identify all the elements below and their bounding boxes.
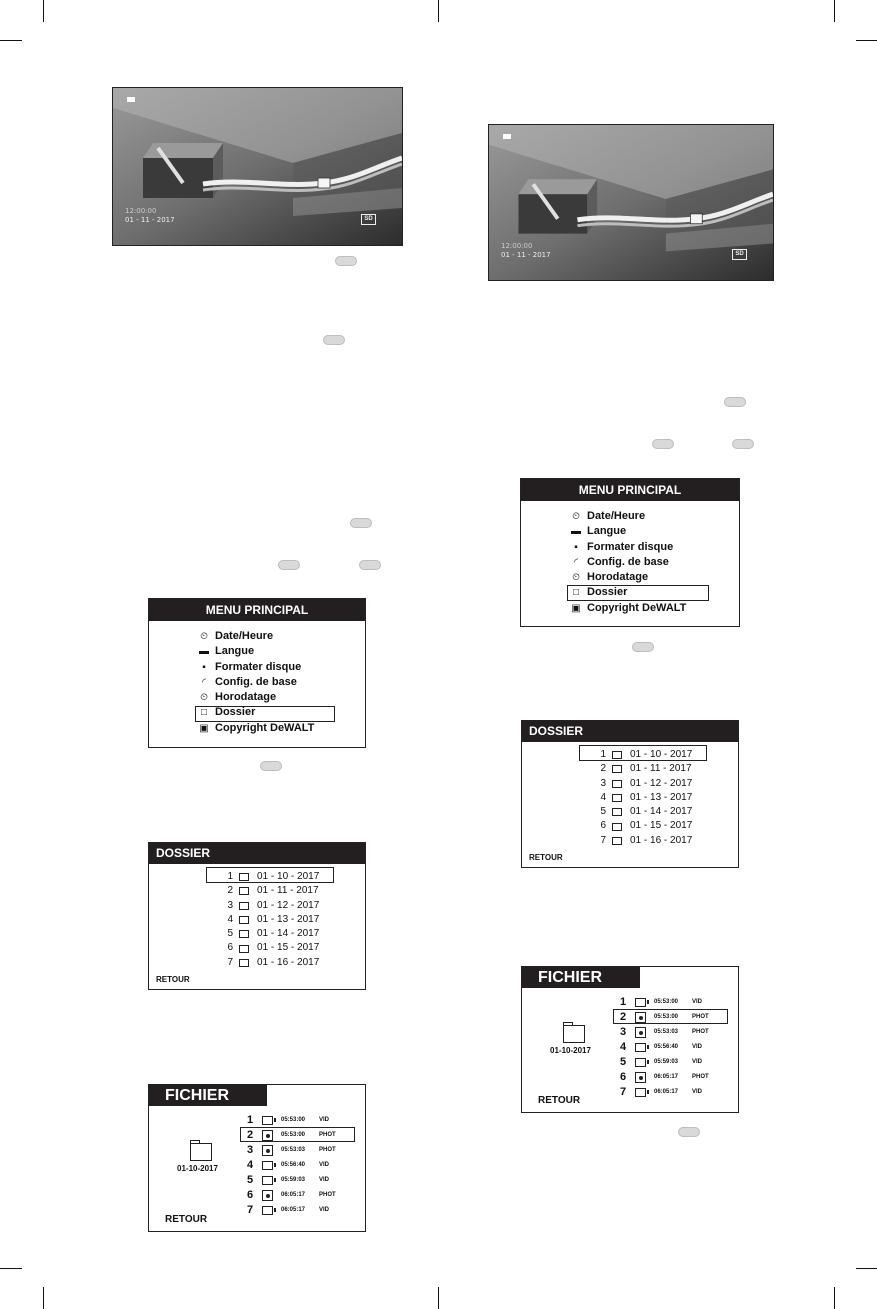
sd-card-badge: SD — [361, 214, 376, 225]
file-number: 2 — [620, 1011, 627, 1023]
folder-icon — [612, 780, 622, 788]
file-item[interactable] — [620, 1085, 709, 1100]
folder-date: 01 - 14 - 2017 — [630, 806, 693, 818]
folder-item[interactable] — [592, 748, 692, 762]
folder-number: 5 — [600, 806, 606, 818]
file-type: VID — [692, 1089, 703, 1095]
photo-icon — [635, 1072, 646, 1083]
menu-item-langue[interactable] — [197, 644, 314, 659]
file-number: 6 — [620, 1071, 627, 1083]
fichier-screen — [521, 966, 739, 1113]
file-time: 06:05:17 — [654, 1089, 679, 1095]
folder-icon — [239, 916, 249, 924]
video-icon — [635, 998, 646, 1007]
fichier-title: FICHIER — [522, 967, 640, 988]
menu-item-label: Langue — [587, 525, 627, 538]
folder-item[interactable] — [219, 884, 319, 898]
file-number: 3 — [247, 1144, 254, 1156]
folder-item[interactable] — [592, 819, 692, 833]
folder-number: 1 — [600, 749, 606, 760]
folder-number: 2 — [227, 885, 233, 897]
menu-item-label: Config. de base — [215, 675, 297, 688]
crop-mark — [834, 1287, 835, 1309]
file-list — [247, 1113, 336, 1218]
folder-number: 2 — [600, 763, 606, 775]
folder-icon — [239, 887, 249, 895]
file-type: PHOT — [692, 1014, 709, 1020]
button-pill-icon — [359, 560, 381, 570]
menu-item-copyright[interactable] — [569, 601, 686, 616]
file-time: 05:53:00 — [654, 1014, 679, 1020]
file-type: PHOT — [692, 1029, 709, 1035]
file-number: 5 — [247, 1174, 254, 1186]
timestamp-icon: ⏲ — [200, 692, 208, 704]
file-number: 4 — [620, 1041, 627, 1053]
button-pill-icon — [678, 1127, 700, 1137]
retour-button[interactable]: RETOUR — [156, 975, 190, 984]
file-item[interactable] — [620, 1040, 709, 1055]
fichier-screen — [148, 1084, 366, 1232]
menu-item-date-heure[interactable] — [569, 509, 686, 524]
retour-button[interactable]: RETOUR — [538, 1095, 581, 1106]
folder-icon — [563, 1025, 585, 1043]
menu-item-copyright[interactable] — [197, 721, 314, 736]
folder-item[interactable] — [592, 762, 692, 776]
file-time: 05:59:03 — [654, 1059, 679, 1065]
folder-item[interactable] — [592, 805, 692, 819]
folder-date: 01 - 10 - 2017 — [257, 871, 320, 882]
folder-number: 5 — [227, 928, 233, 940]
file-time: 05:59:03 — [281, 1177, 306, 1183]
folder-date: 01 - 13 - 2017 — [257, 913, 320, 925]
folder-icon — [612, 823, 622, 831]
button-pill-icon — [335, 256, 357, 266]
folder-date: 01 - 10 - 2017 — [630, 749, 693, 760]
photo-icon — [635, 1027, 646, 1038]
folder-icon — [239, 945, 249, 953]
file-time: 06:05:17 — [654, 1074, 679, 1080]
file-type: VID — [692, 1044, 703, 1050]
menu-item-config-de-base[interactable] — [569, 555, 686, 570]
file-type: PHOT — [692, 1074, 709, 1080]
menu-item-label: Langue — [215, 645, 255, 658]
folder-date: 01 - 11 - 2017 — [257, 885, 319, 897]
speech-bubble-icon: ▬ — [199, 646, 209, 658]
file-time: 05:53:03 — [281, 1147, 306, 1153]
folder-date: 01 - 11 - 2017 — [630, 763, 692, 775]
file-type: VID — [319, 1177, 330, 1183]
file-time: 05:53:03 — [654, 1029, 679, 1035]
file-item[interactable] — [620, 1025, 709, 1040]
file-number: 2 — [247, 1129, 254, 1141]
menu-item-label: Formater disque — [587, 540, 674, 553]
folder-date: 01 - 16 - 2017 — [257, 956, 320, 968]
menu-item-formater-disque[interactable] — [197, 660, 314, 675]
camera-time-overlay: 12:00:00 — [501, 242, 533, 250]
folder-icon — [239, 902, 249, 910]
file-item[interactable] — [247, 1173, 336, 1188]
folder-date: 01 - 14 - 2017 — [257, 928, 320, 940]
menu-item-formater-disque[interactable] — [569, 540, 686, 555]
folder-number: 6 — [600, 820, 606, 832]
photo-icon — [262, 1145, 273, 1156]
dossier-title: DOSSIER — [149, 843, 365, 864]
file-time: 05:53:00 — [654, 999, 679, 1005]
folder-date: 01 - 15 - 2017 — [257, 942, 320, 954]
menu-item-label: Copyright DeWALT — [587, 601, 687, 614]
reset-icon: ◜ — [574, 556, 578, 568]
folder-item[interactable] — [219, 927, 319, 941]
file-number: 3 — [620, 1026, 627, 1038]
file-type: VID — [692, 1059, 703, 1065]
menu-item-label: Formater disque — [215, 660, 302, 673]
crop-mark — [438, 1287, 439, 1309]
dossier-screen — [148, 842, 366, 990]
video-icon — [262, 1176, 273, 1185]
folder-date: 01 - 12 - 2017 — [257, 899, 320, 911]
button-pill-icon — [732, 439, 754, 449]
clock-icon: ⏲ — [572, 511, 580, 522]
camera-time-overlay: 12:00:00 — [125, 207, 157, 215]
file-list — [620, 995, 709, 1100]
menu-item-label: Copyright DeWALT — [215, 721, 315, 734]
dossier-folder-list — [219, 870, 319, 970]
folder-number: 7 — [600, 834, 606, 846]
file-type: PHOT — [319, 1147, 336, 1153]
file-item[interactable] — [620, 1055, 709, 1070]
menu-item-date-heure[interactable] — [197, 629, 314, 644]
folder-icon — [239, 873, 249, 881]
folder-icon — [190, 1143, 212, 1161]
folder-item[interactable] — [219, 956, 319, 970]
main-menu-screen — [148, 598, 366, 748]
file-item[interactable] — [620, 1010, 709, 1025]
folder-number: 6 — [227, 942, 233, 954]
menu-item-label: Config. de base — [587, 555, 669, 568]
button-pill-icon — [260, 761, 282, 771]
folder-item[interactable] — [592, 791, 692, 805]
menu-item-dossier[interactable] — [197, 705, 314, 720]
folder-date: 01 - 16 - 2017 — [630, 834, 693, 846]
camera-view-illustration — [488, 124, 774, 281]
file-time: 05:53:00 — [281, 1117, 306, 1123]
file-time: 05:56:40 — [654, 1044, 679, 1050]
folder-icon — [239, 959, 249, 967]
folder-date: 01 - 12 - 2017 — [630, 777, 693, 789]
file-number: 1 — [247, 1114, 254, 1126]
record-indicator — [127, 97, 135, 102]
info-icon: ▣ — [571, 602, 581, 614]
menu-item-label: Dossier — [587, 586, 628, 599]
file-type: PHOT — [319, 1192, 336, 1198]
button-pill-icon — [632, 642, 654, 652]
folder-number: 1 — [227, 871, 233, 882]
camera-date: 01 - 11 - 2017 — [501, 251, 551, 259]
button-pill-icon — [652, 439, 674, 449]
file-number: 5 — [620, 1056, 627, 1068]
video-icon — [635, 1043, 646, 1052]
camera-view-illustration — [112, 87, 403, 246]
crop-mark — [856, 40, 877, 41]
folder-icon — [612, 808, 622, 816]
crop-mark — [834, 0, 835, 22]
file-item[interactable] — [620, 1070, 709, 1085]
menu-item-label: Horodatage — [587, 571, 649, 584]
record-indicator — [503, 134, 511, 139]
button-pill-icon — [323, 335, 345, 345]
folder-date: 01 - 13 - 2017 — [630, 791, 693, 803]
folder-number: 3 — [600, 777, 606, 789]
file-type: VID — [319, 1162, 330, 1168]
main-menu-title: MENU PRINCIPAL — [521, 479, 739, 501]
speech-bubble-icon: ▬ — [571, 526, 581, 538]
menu-item-label: Dossier — [215, 706, 256, 719]
file-item[interactable] — [247, 1128, 336, 1143]
folder-icon — [612, 794, 622, 802]
reset-icon: ◜ — [202, 676, 206, 688]
file-item[interactable] — [620, 995, 709, 1010]
file-item[interactable] — [247, 1143, 336, 1158]
file-number: 4 — [247, 1159, 254, 1171]
video-icon — [262, 1206, 273, 1215]
file-type: VID — [319, 1207, 330, 1213]
folder-icon — [612, 751, 622, 759]
dossier-folder-list — [592, 748, 692, 848]
folder-number: 4 — [600, 791, 606, 803]
button-pill-icon — [724, 397, 746, 407]
folder-icon: □ — [200, 707, 208, 719]
video-icon — [262, 1116, 273, 1125]
menu-item-label: Date/Heure — [215, 630, 274, 642]
button-pill-icon — [278, 560, 300, 570]
main-menu-screen — [520, 478, 740, 627]
retour-button[interactable]: RETOUR — [529, 853, 563, 862]
folder-icon: □ — [572, 587, 580, 599]
photo-icon — [262, 1130, 273, 1141]
disk-icon: ▪ — [202, 661, 206, 673]
file-item[interactable] — [247, 1158, 336, 1173]
main-menu-list — [197, 629, 314, 736]
file-type: VID — [692, 999, 703, 1005]
crop-mark — [856, 1268, 877, 1269]
file-item[interactable] — [247, 1203, 336, 1218]
camera-date-overlay — [125, 207, 175, 225]
menu-item-label: Horodatage — [215, 691, 277, 704]
folder-number: 3 — [227, 899, 233, 911]
camera-date: 01 - 11 - 2017 — [125, 216, 175, 224]
file-number: 1 — [620, 996, 627, 1008]
timestamp-icon: ⏲ — [572, 572, 580, 584]
dossier-screen — [521, 720, 739, 868]
file-item[interactable] — [247, 1188, 336, 1203]
folder-item[interactable] — [592, 777, 692, 791]
folder-date-label: 01-10-2017 — [177, 1164, 218, 1173]
file-type: PHOT — [319, 1132, 336, 1138]
folder-item[interactable] — [219, 870, 319, 884]
file-number: 6 — [247, 1189, 254, 1201]
folder-icon — [239, 930, 249, 938]
photo-icon — [262, 1190, 273, 1201]
menu-item-dossier[interactable] — [569, 585, 686, 600]
menu-item-config-de-base[interactable] — [197, 675, 314, 690]
file-number: 7 — [247, 1204, 254, 1216]
crop-mark — [0, 40, 22, 41]
camera-date-overlay — [501, 242, 551, 260]
file-item[interactable] — [247, 1113, 336, 1128]
info-icon: ▣ — [199, 722, 209, 734]
folder-item[interactable] — [219, 913, 319, 927]
crop-mark — [43, 0, 44, 22]
main-menu-title: MENU PRINCIPAL — [149, 599, 365, 621]
folder-item[interactable] — [592, 834, 692, 848]
folder-number: 4 — [227, 913, 233, 925]
menu-item-label: Date/Heure — [587, 510, 646, 522]
menu-item-horodatage[interactable] — [197, 690, 314, 705]
folder-date: 01 - 15 - 2017 — [630, 820, 693, 832]
folder-item[interactable] — [219, 899, 319, 913]
file-number: 7 — [620, 1086, 627, 1098]
menu-item-langue[interactable] — [569, 524, 686, 539]
file-time: 06:05:17 — [281, 1192, 306, 1198]
clock-icon: ⏲ — [200, 631, 208, 642]
dossier-title: DOSSIER — [522, 721, 738, 742]
folder-icon — [612, 837, 622, 845]
video-icon — [635, 1088, 646, 1097]
folder-number: 7 — [227, 956, 233, 968]
main-menu-list — [569, 509, 686, 616]
retour-button[interactable]: RETOUR — [165, 1214, 208, 1225]
fichier-title: FICHIER — [149, 1085, 267, 1106]
folder-icon — [612, 765, 622, 773]
file-time: 05:53:00 — [281, 1132, 306, 1138]
photo-icon — [635, 1012, 646, 1023]
video-icon — [635, 1058, 646, 1067]
crop-mark — [438, 0, 439, 22]
file-time: 05:56:40 — [281, 1162, 306, 1168]
menu-item-horodatage[interactable] — [569, 570, 686, 585]
file-type: VID — [319, 1117, 330, 1123]
button-pill-icon — [350, 518, 372, 528]
disk-icon: ▪ — [574, 541, 578, 553]
folder-item[interactable] — [219, 941, 319, 955]
file-time: 06:05:17 — [281, 1207, 306, 1213]
crop-mark — [0, 1268, 22, 1269]
crop-mark — [43, 1287, 44, 1309]
sd-card-badge: SD — [732, 249, 747, 260]
video-icon — [262, 1161, 273, 1170]
folder-date-label: 01-10-2017 — [550, 1046, 591, 1055]
